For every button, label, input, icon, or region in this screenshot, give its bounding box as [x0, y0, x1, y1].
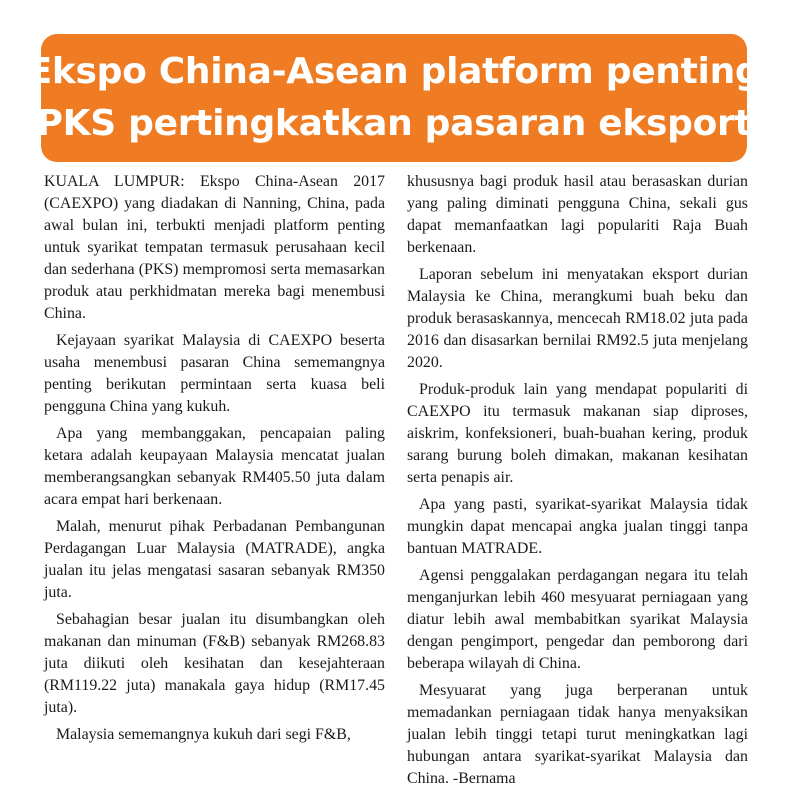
- paragraph: Produk-produk lain yang mendapat populariti di CAEXPO itu termasuk makanan siap diproses, aiskrim, konfeksioneri, buah-buahan kering, produk sarang burung boleh dimakan, makanan kesihatan serta penapis air.: [407, 381, 748, 486]
- paragraph: Sebahagian besar jualan itu disumbangkan oleh makanan dan minuman (F&B) sebanyak RM268.83 juta diikuti oleh kesihatan dan kesejahteraan (RM119.22 juta) manakala gaya hidup (RM17.45 juta).: [44, 611, 385, 716]
- paragraph: Agensi penggalakan perdagangan negara itu telah menganjurkan lebih 460 mesyuarat perniagaan yang diatur lebih awal membabitkan syarikat Malaysia dengan pengimport, pengedar dan pemborong dari beberapa wilayah di China.: [407, 567, 748, 672]
- paragraph: Malaysia sememangnya kukuh dari segi F&B,: [56, 726, 351, 743]
- headline-line-2: PKS pertingkatkan pasaran eksport: [36, 103, 752, 144]
- article-column-right: [407, 171, 748, 795]
- paragraph: Laporan sebelum ini menyatakan eksport durian Malaysia ke China, merangkumi buah beku dan produk berasaskannya, mencecah RM18.02 juta pada 2016 dan disasarkan bernilai RM92.5 juta menjelang 2020.: [407, 266, 748, 371]
- paragraph: khususnya bagi produk hasil atau berasaskan durian yang paling diminati pengguna China, sekali gus dapat memanfaatkan lagi populariti Raja Buah berkenaan.: [407, 173, 748, 256]
- article-column-left: [44, 171, 385, 751]
- paragraph: Apa yang pasti, syarikat-syarikat Malaysia tidak mungkin dapat mencapai angka jualan tinggi tanpa bantuan MATRADE.: [407, 496, 748, 557]
- headline-banner: [27, 34, 761, 162]
- paragraph: KUALA LUMPUR: Ekspo China-Asean 2017 (CAEXPO) yang diadakan di Nanning, China, pada awal bulan ini, terbukti menjadi platform penting untuk syarikat tempatan termasuk perusahaan kecil dan sederhana (PKS) mempromosi serta memasarkan produk atau perkhidmatan mereka bagi menembusi China.: [44, 173, 385, 322]
- paragraph: Mesyuarat yang juga berperanan untuk memadankan perniagaan tidak hanya menyaksikan jualan lebih tinggi tetapi turut meningkatkan lagi hubungan antara syarikat-syarikat Malaysia dan China. -Bernama: [407, 682, 748, 787]
- headline-line-1: Ekspo China-Asean platform penting: [27, 51, 761, 92]
- paragraph: Apa yang membanggakan, pencapaian paling ketara adalah keupayaan Malaysia mencatat jualan memberangsangkan sebanyak RM405.50 juta dalam acara empat hari berkenaan.: [44, 425, 385, 508]
- paragraph: Malah, menurut pihak Perbadanan Pembangunan Perdagangan Luar Malaysia (MATRADE), angka jualan itu jelas mengatasi sasaran sebanyak RM350 juta.: [44, 518, 385, 601]
- paragraph: Kejayaan syarikat Malaysia di CAEXPO beserta usaha menembusi pasaran China sememangnya penting berikutan permintaan serta kuasa beli pengguna China yang kukuh.: [44, 332, 385, 415]
